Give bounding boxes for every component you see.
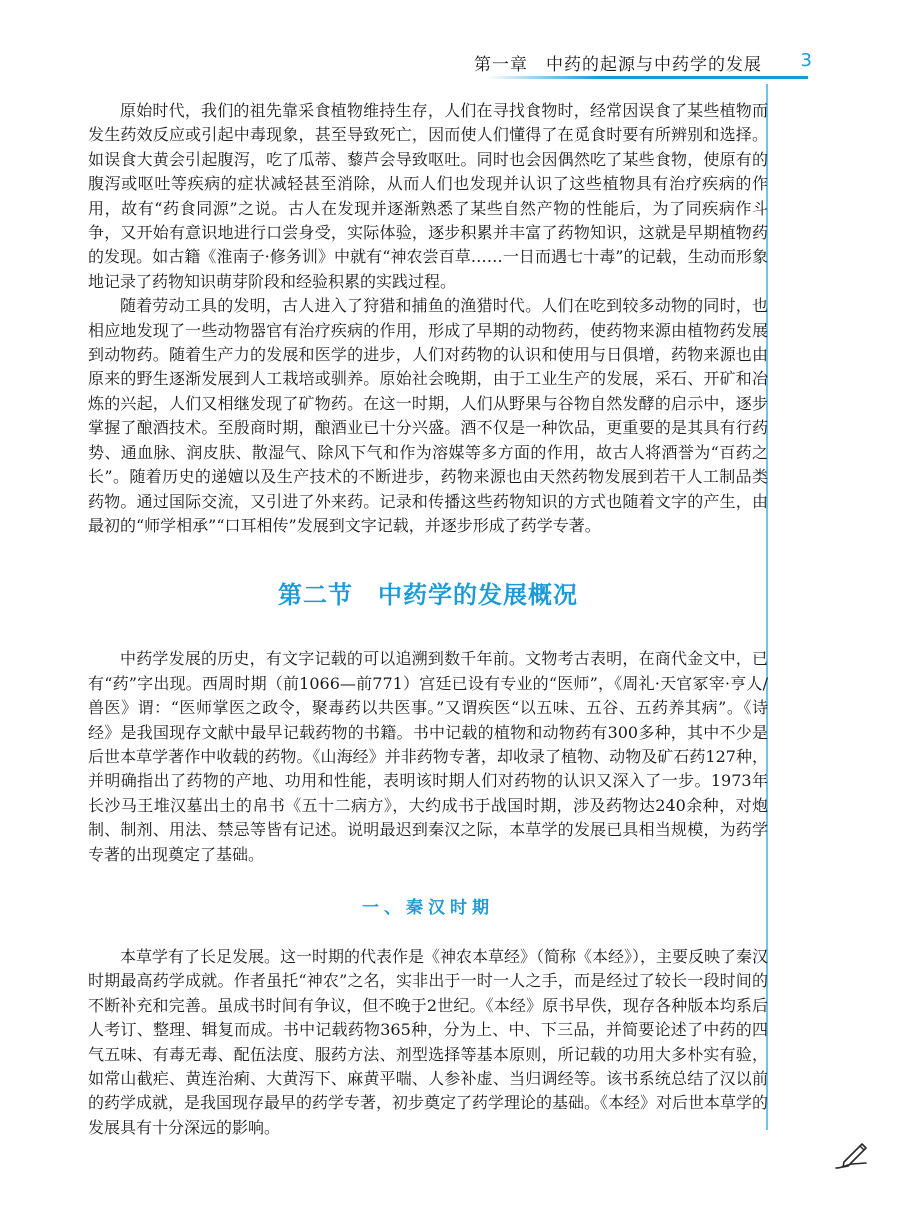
page-header bbox=[0, 0, 900, 80]
header-rule bbox=[486, 76, 808, 79]
paragraph: 随着劳动工具的发明，古人进入了狩猎和捕鱼的渔猎时代。人们在吃到较多动物的同时，也相应地发现了一些动物器官有治疗疾病的作用，形成了早期的动物药，使药物来源由植物药发展到动物药。随着生产力的发展和医学的进步，人们对药物的认识和使用与日俱增，药物来源也由原来的野生逐渐发展到人工栽培或驯养。原始社会晚期，由于工业生产的发展，采石、开矿和冶炼的兴起，人们又相继发现了矿物药。在这一时期，人们从野果与谷物自然发酵的启示中，逐步掌握了酿酒技术。至殷商时期，酿酒业已十分兴盛。酒不仅是一种饮品，更重要的是其具有行药势、通血脉、润皮肤、散湿气、除风下气和作为溶媒等多方面的作用，故古人将酒誉为“百药之长”。随着历史的递嬗以及生产技术的不断进步，药物来源也由天然药物发展到若干人工制品类药物。通过国际交流，又引进了外来药。记录和传播这些药物知识的方式也随着文字的产生，由最初的“师学相承”“口耳相传”发展到文字记载，并逐步形成了药学专著。 bbox=[88, 296, 768, 535]
paragraph: 原始时代，我们的祖先靠采食植物维持生存，人们在寻找食物时，经常因误食了某些植物而发生药效反应或引起中毒现象，甚至导致死亡，因而使人们懂得了在觅食时要有所辨别和选择。如误食大黄会引起腹泻，吃了瓜蒂、藜芦会导致呕吐。同时也会因偶然吃了某些食物，使原有的腹泻或呕吐等疾病的症状减轻甚至消除，从而人们也发现并认识了这些植物具有治疗疾病的作用，故有“药食同源”之说。古人在发现并逐渐熟悉了某些自然产物的性能后，为了同疾病作斗争，又开始有意识地进行口尝身受，实际体验，逐步积累并丰富了药物知识，这就是早期植物药的发现。如古籍《淮南子·修务训》中就有“神农尝百草……一日而遇七十毒”的记载，生动而形象地记录了药物知识萌芽阶段和经验积累的实践过程。 bbox=[88, 101, 768, 291]
page-number: 3 bbox=[800, 50, 812, 71]
page-content bbox=[88, 99, 768, 1140]
paragraph: 中药学发展的历史，有文字记载的可以追溯到数千年前。文物考古表明，在商代金文中，已有“药”字出现。西周时期（前1066—前771）宫廷已设有专业的“医师”，《周礼·天官冢宰·亨人/兽医》谓：“医师掌医之政令，聚毒药以共医事。”又谓疾医“以五味、五谷、五药养其病”。《诗经》是我国现存文献中最早记载药物的书籍。书中记载的植物和动物药有300多种，其中不少是后世本草学著作中收载的药物。《山海经》并非药物专著，却收录了植物、动物及矿石药127种，并明确指出了药物的产地、功用和性能，表明该时期人们对药物的认识又深入了一步。1973年长沙马王堆汉墓出土的帛书《五十二病方》，大约成书于战国时期，涉及药物达240余种，对炮制、制剂、用法、禁忌等皆有记述。说明最迟到秦汉之际，本草学的发展已具相当规模，为药学专著的出现奠定了基础。 bbox=[88, 649, 768, 864]
paragraph: 本草学有了长足发展。这一时期的代表作是《神农本草经》（简称《本经》），主要反映了秦汉时期最高药学成就。作者虽托“神农”之名，实非出于一时一人之手，而是经过了较长一段时间的不断补充和完善。虽成书时间有争议，但不晚于2世纪。《本经》原书早佚，现存各种版本均系后人考订、整理、辑复而成。书中记载药物365种，分为上、中、下三品，并简要论述了中药的四气五味、有毒无毒、配伍法度、服药方法、剂型选择等基本原则，所记载的功用大多朴实有验，如常山截疟、黄连治痢、大黄泻下、麻黄平喘、人参补虚、当归调经等。该书系统总结了汉以前的药学成就，是我国现存最早的药学专著，初步奠定了药学理论的基础。《本经》对后世本草学的发展具有十分深远的影响。 bbox=[88, 946, 769, 1137]
chapter-title: 第一章 中药的起源与中药学的发展 bbox=[474, 55, 762, 75]
subsection-title: 一、秦汉时期 bbox=[362, 897, 494, 918]
section-title: 第二节 中药学的发展概况 bbox=[278, 581, 578, 610]
pen-note-icon bbox=[832, 1138, 872, 1172]
